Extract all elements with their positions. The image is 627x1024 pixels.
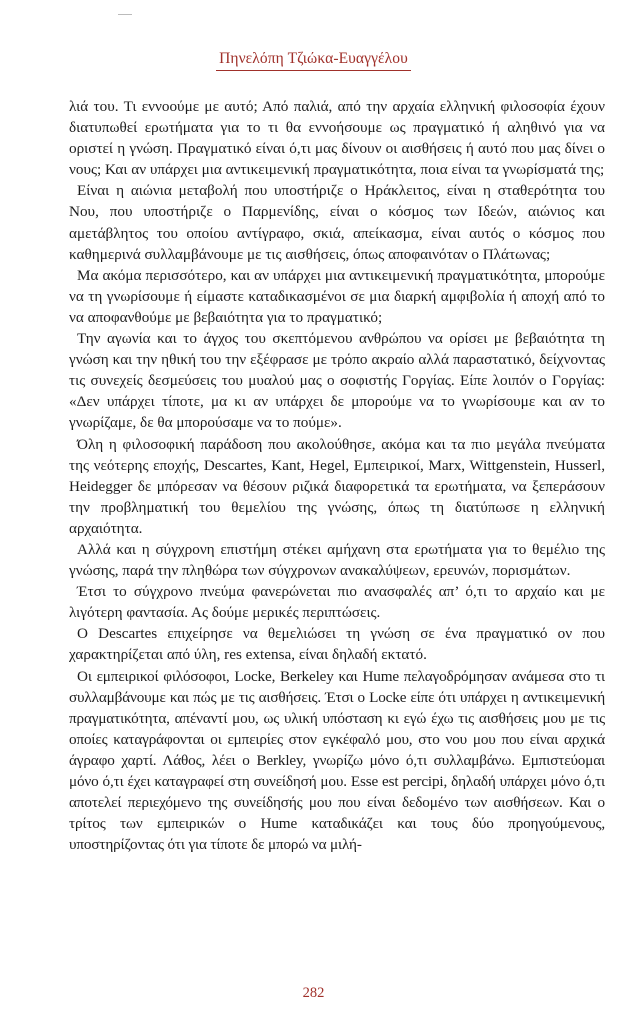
paragraph: Έτσι το σύγχρονο πνεύμα φανερώνεται πιο ανασφαλές απ’ ό,τι το αρχαίο και με λιγότερη φαντασία. Ας δούμε μερικές περιπτώσεις. (69, 583, 605, 622)
paragraph: Οι εμπειρικοί φιλόσοφοι, Locke, Berkeley και Hume πελαγοδρόμησαν ανάμεσα στο τι συλλαμβάνουμε και πώς με τις αισθήσεις. Έτσι ο Locke είπε ότι υπάρχει η αντικειμενική πραγματικότητα, απέναντί μου, ως υλική υπόσταση κι εγώ έχω τις αισθήσεις μου με τις οποίες καταγράφονται οι εμπειρίες στον εγκέφαλό μου, στο νου μου που είναι αρχικά άγραφο χαρτί. Λάθος, λέει ο Berkley, γνωρίζω μόνο ό,τι συλλαμβάνω. Εμπιστεύομαι μόνο ό,τι έχει καταγραφεί στη συνείδησή μου. Esse est percipi, δηλαδή υπάρχει μόνο ό,τι αποτελεί περιεχόμενο της συνείδησής μου που είναι δεδομένο των αισθήσεων. Και ο τρίτος των εμπειρικών ο Hume καταδικάζει και τους δύο προηγούμενους, υποστηρίζοντας ότι για τίποτε δε μπορώ να μιλή- (69, 667, 605, 854)
body-text (69, 96, 605, 855)
page-number: 282 (302, 985, 325, 1001)
paragraph: Την αγωνία και το άγχος του σκεπτόμενου ανθρώπου να ορίσει με βεβαιότητα τη γνώση και την ηθική του την εξέφρασε με τρόπο ακραίο αλλά παραστατικό, δείχνοντας τις συνεχείς δεσμεύσεις του μυαλού μας ο σοφιστής Γοργίας. Είπε λοιπόν ο Γοργίας: «Δεν υπάρχει τίποτε, μα κι αν υπάρχει δε μπορούμε να το γνωρίσουμε και αν το γνωρίζαμε, δε θα μπορούσαμε να το πούμε». (69, 330, 605, 432)
paragraph: λιά του. Τι εννοούμε με αυτό; Από παλιά, από την αρχαία ελληνική φιλοσοφία έχουν διατυπωθεί ερωτήματα για το τι θα εννοήσουμε ως πραγματικό ή αληθινό για να οριστεί η γνώση. Πραγματικό είναι ό,τι μας δίνουν οι αισθήσεις ή αυτό που μας δίνει ο νους; Και αν υπάρχει μια αντικειμενική πραγματικότητα, ποια είναι τα γνωρίσματά της; (69, 98, 605, 179)
paragraph: Αλλά και η σύγχρονη επιστήμη στέκει αμήχανη στα ερωτήματα για το θεμέλιο της γνώσης, παρά την πληθώρα των σύγχρονων ανακαλύψεων, ερευνών, πορισμάτων. (69, 540, 605, 580)
running-header (0, 50, 627, 71)
scan-mark (118, 14, 132, 15)
paragraph: Μα ακόμα περισσότερο, και αν υπάρχει μια αντικειμενική πραγματικότητα, μπορούμε να τη γνωρίσουμε ή είμαστε καταδικασμένοι σε μια διαρκή αμφιβολία ή αποχή από το να αποφανθούμε με βεβαιότητα για το πραγματικό; (69, 266, 605, 326)
paragraph: Όλη η φιλοσοφική παράδοση που ακολούθησε, ακόμα και τα πιο μεγάλα πνεύματα της νεότερης εποχής, Descartes, Kant, Hegel, Εμπειρικοί, Marx, Wittgenstein, Husserl, Heidegger δε μπόρεσαν να θέσουν ριζικά διαφορετικά τα ερωτήματα, να ξεπεράσουν την προβληματική του θεμελίου της γνώσης, όπως τη διατύπωσε η ελληνική αρχαιότητα. (69, 435, 605, 537)
paragraph: Είναι η αιώνια μεταβολή που υποστήριζε ο Ηράκλειτος, είναι η σταθερότητα του Νου, που υποστήριζε ο Παρμενίδης, είναι ο κόσμος των Ιδεών, αιώνιος και αμετάβλητος του οποίου αντίγραφο, σκιά, απείκασμα, είναι αυτός ο κόσμος που καθημερινά συλλαμβάνουμε με τις αισθήσεις, όπως απoφαινόταν ο Πλάτωνας; (69, 182, 605, 263)
running-title: Πηνελόπη Τζιώκα-Ευαγγέλου (216, 50, 411, 71)
paragraph: Ο Descartes επιχείρησε να θεμελιώσει τη γνώση σε ένα πραγματικό ον που χαρακτηρίζεται από ύλη, res extensa, είναι δηλαδή εκτατό. (69, 625, 605, 664)
